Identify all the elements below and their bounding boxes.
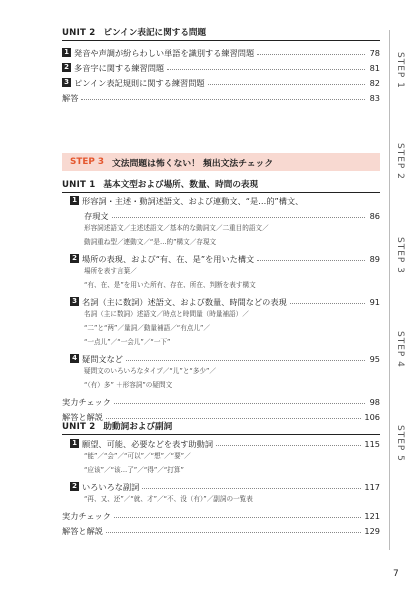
unit-title: 助動詞および副詞: [103, 422, 173, 432]
item-number-badge: 3: [62, 78, 71, 87]
entry-label: 実力チェック: [62, 511, 111, 521]
entry-subtopics: 動詞重ね型／連動文／“是…的”構文／存現文: [84, 238, 217, 246]
side-tab-label: STEP 3: [395, 237, 405, 274]
dot-leader: [106, 418, 361, 419]
toc-entry-practice[interactable]: [62, 507, 380, 522]
toc-entry[interactable]: [70, 193, 380, 207]
entry-subtopics: “二”と“两”／量詞／動量補語／“有点儿”／: [84, 324, 210, 332]
dot-leader: [114, 517, 361, 518]
page-number: 98: [369, 397, 380, 407]
toc-section-unit2-pinyin: [62, 26, 380, 104]
entry-subtopics: “（有）多” ＋形容詞”の疑問文: [84, 381, 173, 389]
entry-label: 場所の表現、および“有、在、是”を用いた構文: [82, 254, 255, 264]
entry-label: 多音字に関する練習問題: [74, 63, 165, 73]
page-number: 129: [364, 526, 380, 536]
item-number-badge: 3: [70, 297, 79, 306]
toc-entry[interactable]: [70, 478, 380, 493]
unit-heading: [62, 178, 380, 193]
entry-label: 名詞（主に数詞）述語文、および数量、時間などの表現: [82, 297, 287, 307]
side-tab-step1[interactable]: [393, 52, 407, 112]
item-number-badge: 1: [70, 196, 79, 205]
entry-label: 存現文: [84, 211, 109, 221]
entry-label: ピンイン表記規則に関する練習問題: [74, 78, 205, 88]
entry-label: 解答と解説: [62, 412, 103, 422]
page-number: 81: [369, 63, 380, 73]
entry-subtopics: “有、在、是”を用いた所有、存在、所在、判断を表す構文: [84, 281, 256, 289]
side-tab-step4[interactable]: [393, 331, 407, 391]
entry-label: 解答と解説: [62, 526, 103, 536]
entry-label: 疑問文など: [82, 354, 123, 364]
dot-leader: [142, 488, 361, 489]
toc-entry[interactable]: [70, 250, 380, 265]
side-tab-step2[interactable]: [393, 143, 407, 203]
dot-leader: [257, 260, 365, 261]
entry-subtopics: 場所を表す言葉／: [84, 267, 137, 275]
page-number: 117: [364, 482, 380, 492]
dot-leader: [126, 360, 365, 361]
page-number: 115: [364, 439, 380, 449]
dot-leader: [81, 99, 365, 100]
dot-leader: [112, 217, 365, 218]
side-tab-label: STEP 5: [395, 425, 405, 462]
page-number: 78: [369, 48, 380, 58]
dot-leader: [216, 445, 361, 446]
item-number-badge: 1: [70, 439, 79, 448]
side-tab-label: STEP 1: [395, 52, 405, 89]
page-number: 89: [369, 254, 380, 264]
dot-leader: [257, 54, 365, 55]
toc-entry[interactable]: [62, 74, 380, 89]
entry-subtopics: “一点儿”／“一会儿”／“一下”: [84, 338, 171, 346]
toc-entry-answers[interactable]: [62, 89, 380, 104]
entry-label: 形容詞・主述・動詞述語文、および連動文、“是…的”構文、: [82, 196, 304, 206]
item-number-badge: 1: [62, 48, 71, 57]
entry-label: 実力チェック: [62, 397, 111, 407]
entry-label: 願望、可能、必要などを表す助動詞: [82, 439, 214, 449]
toc-entry-continuation[interactable]: [70, 207, 380, 222]
toc-entry[interactable]: [62, 59, 380, 74]
page-number-footer: 7: [393, 569, 399, 579]
toc-entry[interactable]: [70, 293, 380, 308]
side-tab-label: STEP 4: [395, 331, 405, 368]
toc-entry-practice[interactable]: [62, 393, 380, 408]
entry-label: 発音や声調が紛らわしい単語を識別する練習問題: [74, 48, 255, 58]
page-number: 86: [369, 211, 380, 221]
unit-code: UNIT 2: [62, 422, 96, 432]
page-number: 95: [369, 354, 380, 364]
entry-label: 解答: [62, 93, 79, 103]
entry-subtopics: “应该”／“该…了”／“得”／“打算”: [84, 466, 184, 474]
page-number: 91: [369, 297, 380, 307]
side-divider: [389, 30, 390, 550]
item-number-badge: 2: [70, 254, 79, 263]
dot-leader: [167, 69, 365, 70]
toc-entry-answers[interactable]: [62, 522, 380, 537]
entry-subtopics: 形容詞述語文／主述述語文／基本的な動詞文／二重目的語文／: [84, 224, 269, 232]
unit-title: 基本文型および場所、数量、時間の表現: [103, 180, 259, 190]
unit-title: ピンイン表記に関する問題: [103, 28, 207, 38]
item-number-badge: 2: [70, 482, 79, 491]
dot-leader: [290, 303, 365, 304]
step-title: 文法問題は怖くない！ 頻出文法チェック: [111, 158, 274, 169]
unit-code: UNIT 2: [62, 28, 96, 38]
entry-subtopics: 疑問文のいろいろなタイプ／“儿”と“多少”／: [84, 367, 217, 375]
unit-code: UNIT 1: [62, 180, 96, 190]
unit-heading: [62, 420, 380, 435]
dot-leader: [114, 403, 365, 404]
entry-subtopics: 名詞（主に数詞）述語文／時点と時間量（時量補語）／: [84, 310, 249, 318]
side-tab-label: STEP 2: [395, 143, 405, 180]
dot-leader: [208, 84, 365, 85]
toc-entry[interactable]: [62, 44, 380, 59]
item-number-badge: 2: [62, 63, 71, 72]
dot-leader: [106, 532, 361, 533]
step-tag: STEP 3: [70, 157, 104, 167]
page-number: 83: [369, 93, 380, 103]
page-number: 106: [364, 412, 380, 422]
side-tab-step5[interactable]: [393, 425, 407, 485]
toc-entry[interactable]: [70, 350, 380, 365]
unit-heading: [62, 26, 380, 41]
entry-label: いろいろな副詞: [82, 482, 140, 492]
page-number: 121: [364, 511, 380, 521]
toc-entry[interactable]: [70, 435, 380, 450]
step-heading-bar: [62, 153, 380, 171]
item-number-badge: 4: [70, 354, 79, 363]
entry-subtopics: “再、又、还”／“就、才”／“不、没（有）”／副詞の一覧表: [84, 495, 253, 503]
toc-section-unit2-auxiliary: [62, 420, 380, 537]
toc-section-unit1: [62, 178, 380, 423]
side-tab-step3[interactable]: [393, 237, 407, 297]
entry-subtopics: “能”／“会”／“可以”／“想”／“要”／: [84, 452, 191, 460]
page-number: 82: [369, 78, 380, 88]
